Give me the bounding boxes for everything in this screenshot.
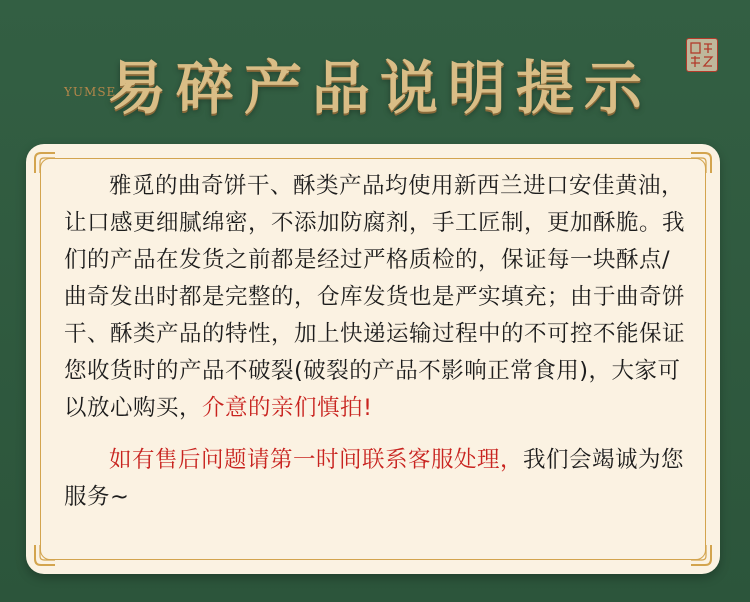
notice-content	[64, 168, 690, 516]
seal-icon	[686, 38, 718, 72]
page-title: 易碎产品说明提示	[107, 54, 652, 122]
notice-paragraph	[64, 442, 690, 516]
corner-ornament-icon	[688, 150, 714, 176]
after-sales-text: 如有售后问题请第一时间联系客服处理，	[109, 447, 524, 473]
corner-ornament-icon	[32, 542, 58, 568]
watermark-text: YUMSE	[64, 85, 117, 99]
notice-text: 雅觅的曲奇饼干、酥类产品均使用新西兰进口安佳黄油，让口感更细腻绵密，不添加防腐剂，手工匠制，更加酥脆。我们的产品在发货之前都是经过严格质检的，保证每一块酥点/曲奇发出时都是完整的，仓库发货也是严实填充；由于曲奇饼干、酥类产品的特性，加上快递运输过程中的不可控不能保证您收货时的产品不破裂(破裂的产品不影响正常食用)，大家可以放心购买，	[64, 173, 686, 421]
corner-ornament-icon	[688, 542, 714, 568]
corner-ornament-icon	[32, 150, 58, 176]
notice-text: 我们会竭诚为您服务~	[64, 447, 685, 510]
notice-card	[26, 144, 720, 574]
warning-text: 介意的亲们慎拍!	[202, 395, 373, 421]
notice-paragraph	[64, 168, 690, 427]
